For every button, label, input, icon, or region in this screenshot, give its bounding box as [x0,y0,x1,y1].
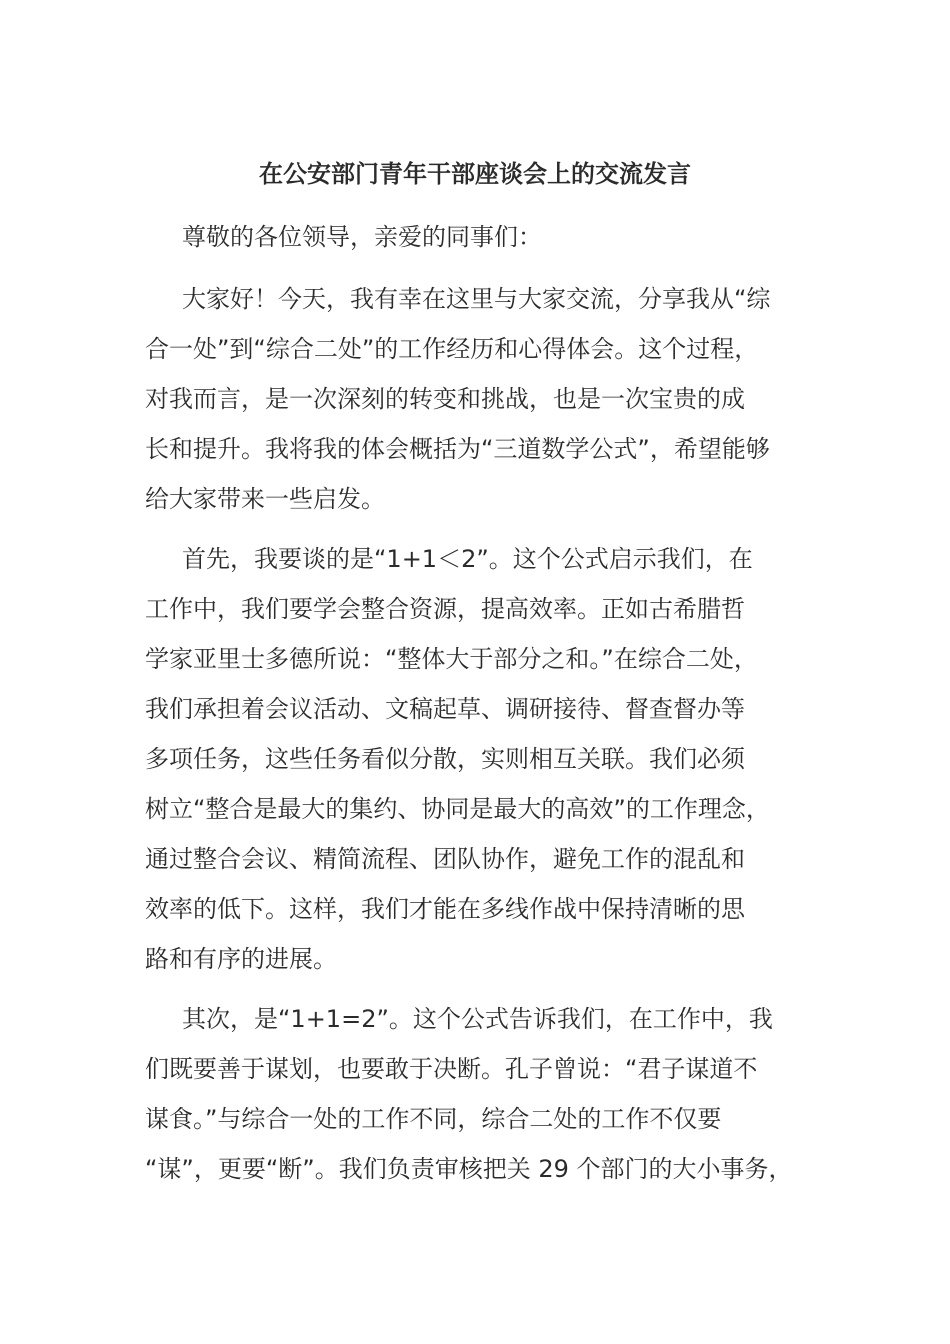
paragraph-line: 多项任务，这些任务看似分散，实则相互关联。我们必须 [145,745,745,773]
paragraph-line: 树立“整合是最大的集约、协同是最大的高效”的工作理念， [145,795,770,823]
paragraph-line: 大家好！今天，我有幸在这里与大家交流，分享我从“综 [182,285,771,313]
paragraph-line: 效率的低下。这样，我们才能在多线作战中保持清晰的思 [145,895,745,923]
paragraph-line: 路和有序的进展。 [145,945,337,973]
greeting [145,212,810,262]
paragraph-2 [145,534,810,984]
paragraph-line: 通过整合会议、精简流程、团队协作，避免工作的混乱和 [145,845,745,873]
paragraph-line: 工作中，我们要学会整合资源，提高效率。正如古希腊哲 [145,595,745,623]
paragraph-line: 长和提升。我将我的体会概括为“三道数学公式”，希望能够 [145,435,770,463]
paragraph-line: 对我而言，是一次深刻的转变和挑战，也是一次宝贵的成 [145,385,745,413]
paragraph-line: 我们承担着会议活动、文稿起草、调研接待、督查督办等 [145,695,745,723]
paragraph-line: 其次，是“1+1=2”。这个公式告诉我们，在工作中，我 [182,1005,773,1033]
greeting-line: 尊敬的各位领导，亲爱的同事们： [182,223,542,251]
document-title: 在公安部门青年干部座谈会上的交流发言 [259,160,691,188]
paragraph-line: 学家亚里士多德所说：“整体大于部分之和。”在综合二处， [145,645,758,673]
paragraph-1 [145,274,810,524]
paragraph-line: 谋食。”与综合一处的工作不同，综合二处的工作不仅要 [145,1105,722,1133]
paragraph-3 [145,994,810,1194]
paragraph-line: 给大家带来一些启发。 [145,485,385,513]
paragraph-line: 首先，我要谈的是“1+1＜2”。这个公式启示我们，在 [182,545,753,573]
paragraph-line: 合一处”到“综合二处”的工作经历和心得体会。这个过程， [145,335,759,363]
paragraph-line: 们既要善于谋划，也要敢于决断。孔子曾说：“君子谋道不 [145,1055,758,1083]
paragraph-line: “谋”，更要“断”。我们负责审核把关 29 个部门的大小事务， [145,1155,793,1183]
